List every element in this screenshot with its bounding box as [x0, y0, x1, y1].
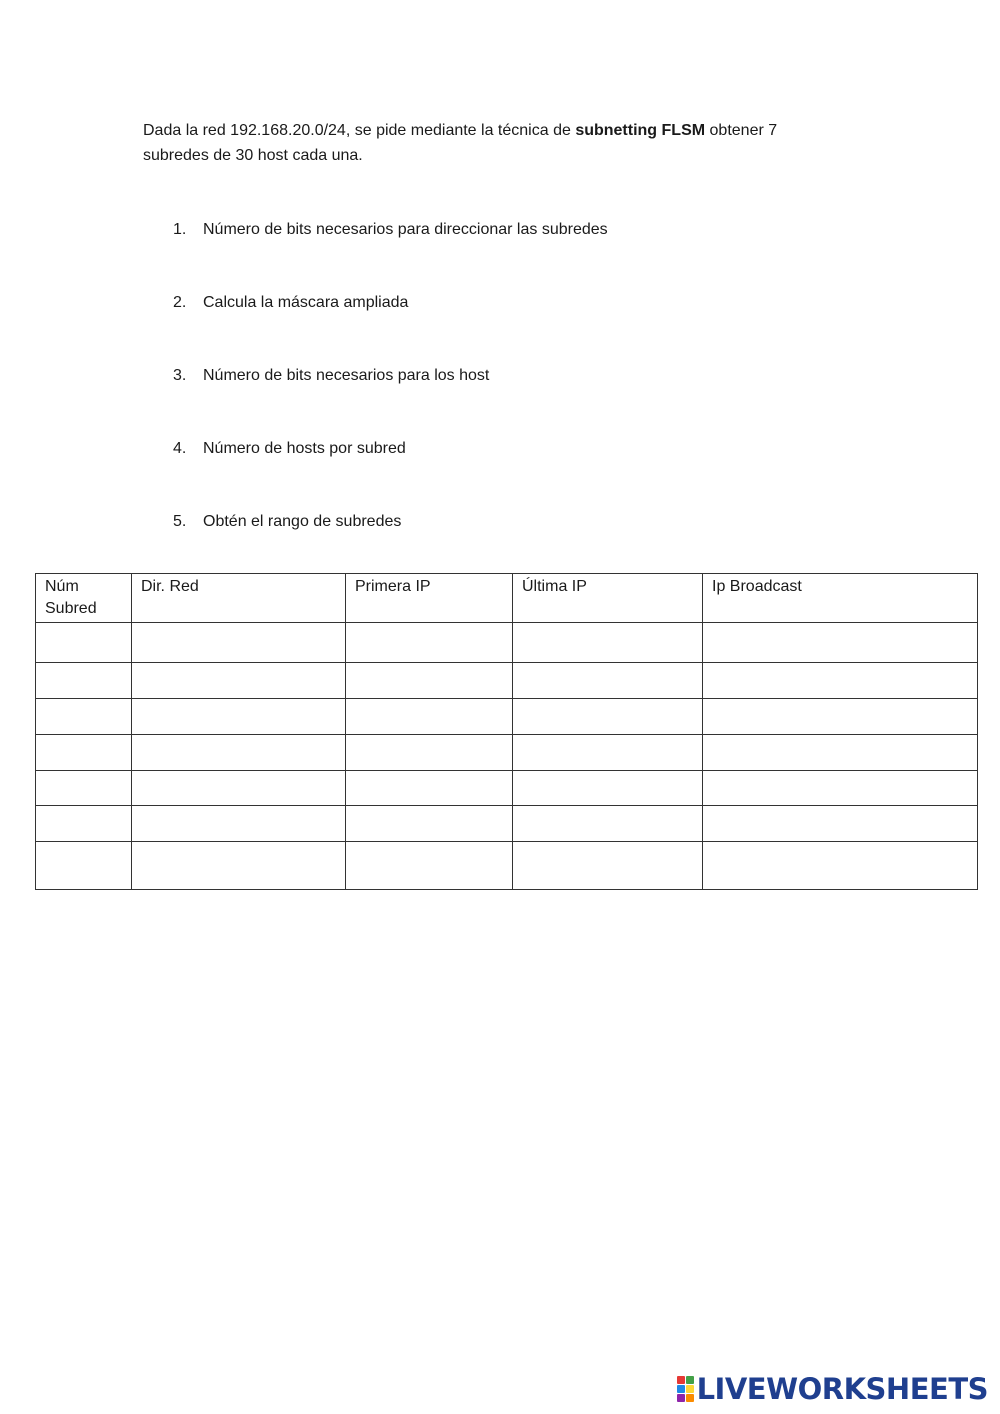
- question-number: 1.: [173, 221, 187, 238]
- table-cell[interactable]: [36, 771, 132, 806]
- header-ip-broadcast: Ip Broadcast: [703, 574, 978, 623]
- table-cell[interactable]: [346, 663, 513, 699]
- table-cell[interactable]: [346, 806, 513, 842]
- table-cell[interactable]: [703, 842, 978, 890]
- table-cell[interactable]: [513, 735, 703, 771]
- intro-bold-term: subnetting FLSM: [575, 122, 706, 139]
- question-3: [173, 365, 489, 387]
- question-text: Obtén el rango de subredes: [203, 513, 402, 530]
- table-cell[interactable]: [132, 699, 346, 735]
- question-1: [173, 219, 608, 241]
- logo-blocks-icon: [677, 1376, 694, 1402]
- table-cell[interactable]: [132, 806, 346, 842]
- question-number: 4.: [173, 440, 187, 457]
- logo-block: [686, 1376, 694, 1384]
- question-5: [173, 511, 401, 533]
- table-cell[interactable]: [132, 735, 346, 771]
- table-cell[interactable]: [36, 806, 132, 842]
- question-text: Número de hosts por subred: [203, 440, 406, 457]
- table-cell[interactable]: [36, 699, 132, 735]
- table-cell[interactable]: [346, 699, 513, 735]
- question-2: [173, 292, 408, 314]
- intro-text-end: obtener 7 subredes de 30 host cada una.: [143, 122, 778, 164]
- header-dir-red: Dir. Red: [132, 574, 346, 623]
- table-cell[interactable]: [132, 623, 346, 663]
- table-cell[interactable]: [132, 771, 346, 806]
- intro-text-start: Dada la red 192.168.20.0/24, se pide mediante la técnica de: [143, 122, 576, 139]
- table-cell[interactable]: [513, 699, 703, 735]
- table-cell[interactable]: [703, 623, 978, 663]
- logo-block: [677, 1385, 685, 1393]
- table-cell[interactable]: [513, 663, 703, 699]
- table-cell[interactable]: [703, 735, 978, 771]
- logo-block: [686, 1394, 694, 1402]
- table-cell[interactable]: [36, 735, 132, 771]
- table-cell[interactable]: [346, 735, 513, 771]
- question-number: 3.: [173, 367, 187, 384]
- table-cell[interactable]: [513, 806, 703, 842]
- table-cell[interactable]: [346, 623, 513, 663]
- logo-block: [677, 1376, 685, 1384]
- table-cell[interactable]: [36, 623, 132, 663]
- header-ultima-ip: Última IP: [513, 574, 703, 623]
- liveworksheets-logo: [677, 1372, 988, 1406]
- table-cell[interactable]: [703, 806, 978, 842]
- table-row: [36, 699, 978, 735]
- question-4: [173, 438, 406, 460]
- table-cell[interactable]: [513, 623, 703, 663]
- table-row: [36, 623, 978, 663]
- table-cell[interactable]: [132, 663, 346, 699]
- table-cell[interactable]: [703, 663, 978, 699]
- logo-block: [677, 1394, 685, 1402]
- table-cell[interactable]: [346, 842, 513, 890]
- table-cell[interactable]: [703, 771, 978, 806]
- logo-text: LIVEWORKSHEETS: [696, 1372, 988, 1406]
- table-header-row: [36, 574, 978, 623]
- question-number: 2.: [173, 294, 187, 311]
- table-cell[interactable]: [703, 699, 978, 735]
- intro-paragraph: [143, 118, 843, 168]
- header-primera-ip: Primera IP: [346, 574, 513, 623]
- table-row: [36, 735, 978, 771]
- question-text: Calcula la máscara ampliada: [203, 294, 409, 311]
- subnet-table: [35, 573, 978, 890]
- table-cell[interactable]: [132, 842, 346, 890]
- header-num-subred: Núm Subred: [36, 574, 132, 623]
- table-cell[interactable]: [513, 842, 703, 890]
- logo-block: [686, 1385, 694, 1393]
- table-row: [36, 663, 978, 699]
- table-row: [36, 806, 978, 842]
- table-row: [36, 842, 978, 890]
- table-cell[interactable]: [513, 771, 703, 806]
- question-text: Número de bits necesarios para los host: [203, 367, 490, 384]
- table-cell[interactable]: [346, 771, 513, 806]
- table-cell[interactable]: [36, 663, 132, 699]
- question-text: Número de bits necesarios para direccionar las subredes: [203, 221, 608, 238]
- table-row: [36, 771, 978, 806]
- question-number: 5.: [173, 513, 187, 530]
- table-cell[interactable]: [36, 842, 132, 890]
